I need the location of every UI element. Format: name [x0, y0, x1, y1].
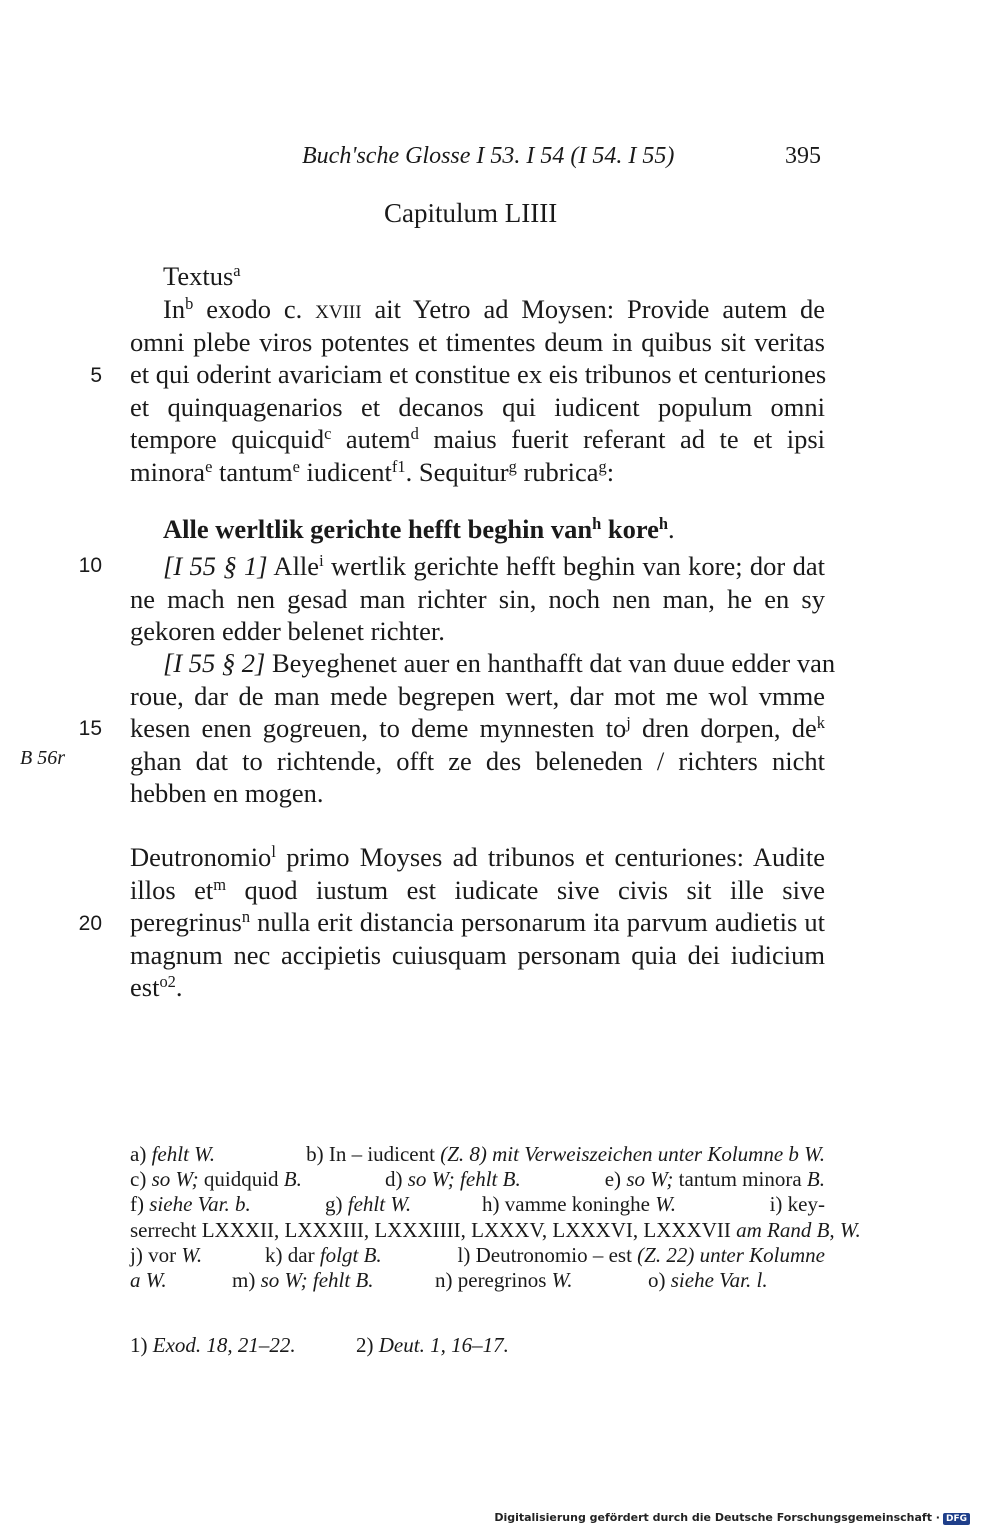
footnote-marker: b	[185, 293, 194, 313]
textus-heading	[163, 261, 241, 292]
text-run: so W;	[626, 1167, 674, 1192]
apparatus-entry	[648, 1267, 768, 1293]
text-run: ait Yetro ad Moysen: Provide autem de	[361, 294, 825, 324]
apparatus-line	[130, 1267, 825, 1293]
text-run: W.	[655, 1192, 677, 1217]
text-run: peregrinus	[130, 907, 242, 938]
line-number: 5	[90, 364, 102, 387]
apparatus-entry	[130, 1166, 302, 1192]
footer-credit-text: Digitalisierung gefördert durch die Deutsche Forschungsgemeinschaft ·	[494, 1511, 940, 1524]
footnote-marker: h	[658, 513, 669, 533]
text-line	[163, 293, 825, 325]
text-line	[130, 971, 825, 1003]
folio-marginal-note: B 56r	[20, 747, 65, 769]
text-run: [I 55 § 1]	[163, 551, 268, 581]
footnote-marker: i	[319, 550, 324, 570]
text-line	[163, 647, 836, 679]
text-line	[130, 326, 825, 358]
footnote-marker: f1	[391, 456, 406, 476]
page-number: 395	[785, 143, 821, 169]
footnote-marker: e	[205, 456, 213, 476]
textus-word: Textus	[163, 261, 234, 291]
text-run: Alle	[267, 551, 320, 581]
apparatus-line	[130, 1191, 825, 1217]
text-run: minora	[130, 457, 206, 487]
text-line	[130, 456, 825, 488]
text-run: ghan dat to richtende, offt ze des beleneden / richters nicht	[130, 745, 825, 776]
footnote-marker: h	[592, 513, 602, 533]
text-run: nulla erit distancia personarum ita parvum audietis ut	[250, 907, 825, 938]
text-run: Deutronomio	[130, 842, 272, 872]
apparatus-entry	[306, 1141, 825, 1167]
text-run: tantum minora	[673, 1167, 807, 1192]
text-run: dren dorpen, de	[630, 713, 817, 744]
apparatus-entry	[770, 1191, 825, 1217]
text-line	[130, 615, 825, 647]
apparatus-entry	[130, 1141, 215, 1167]
text-run: Deut. 1, 16–17.	[378, 1333, 509, 1357]
text-run: 1)	[130, 1333, 153, 1357]
text-run: m)	[232, 1268, 261, 1292]
text-run: f)	[130, 1192, 150, 1217]
apparatus-entry	[325, 1191, 411, 1217]
text-run: primo Moyses ad tribunos et centuriones: Audite	[275, 842, 825, 872]
text-run: illos et	[130, 874, 214, 905]
apparatus-entry	[385, 1166, 521, 1192]
footnote-marker: a	[233, 260, 241, 280]
text-run: magnum nec accipietis cuiusquam personam quia dei iudicium	[130, 939, 825, 970]
apparatus-line	[130, 1217, 861, 1243]
text-run: kore	[601, 514, 659, 544]
text-run: .	[175, 972, 183, 1003]
footnote-marker: g	[598, 456, 607, 476]
text-run: et quinquagenarios et decanos qui iudicent populum omni	[130, 391, 825, 422]
text-run: hebben en mogen.	[130, 778, 324, 809]
apparatus-entry	[605, 1166, 825, 1192]
text-line	[130, 358, 825, 390]
text-run: am Rand B, W.	[736, 1217, 861, 1242]
text-run: h) vamme koninghe	[482, 1192, 656, 1217]
text-run: tantum	[212, 457, 293, 487]
text-run: so W;	[151, 1167, 199, 1192]
rubric-heading	[163, 514, 675, 545]
text-run: fehlt W.	[347, 1192, 412, 1217]
dfg-logo: DFG	[943, 1513, 970, 1525]
source-note	[130, 1332, 296, 1358]
text-run: et qui oderint avariciam et constitue ex eis tribunos et centuriones	[130, 359, 827, 390]
text-run: ne mach nen gesad man richter sin, noch nen man, he en sy	[130, 583, 825, 614]
text-run: wertlik gerichte hefft beghin van kore; dor dat	[323, 551, 825, 581]
apparatus-entry	[265, 1242, 382, 1268]
footnote-marker: m	[213, 874, 227, 894]
text-run: j) vor	[130, 1242, 182, 1267]
text-run: exodo c.	[193, 294, 316, 324]
text-run: B.	[283, 1167, 302, 1192]
text-run: so W; fehlt B.	[260, 1268, 374, 1292]
text-run: (Z. 8) mit Verweiszeichen unter Kolumne b W.	[440, 1142, 825, 1166]
text-run: c)	[130, 1167, 152, 1192]
apparatus-line	[130, 1166, 825, 1192]
footnote-marker: o2	[159, 972, 176, 992]
apparatus-entry	[130, 1191, 251, 1217]
footnote-marker: k	[816, 713, 825, 733]
source-note	[356, 1332, 509, 1358]
text-line	[130, 391, 825, 423]
text-run: rubrica	[516, 457, 599, 487]
text-line	[130, 841, 825, 873]
text-line	[130, 423, 825, 455]
text-line	[163, 550, 825, 582]
text-line	[130, 680, 825, 712]
text-run: Alle werltlik gerichte hefft beghin van	[163, 514, 593, 544]
text-run: a W.	[130, 1268, 167, 1292]
apparatus-entry	[458, 1242, 825, 1268]
text-run: :	[606, 457, 615, 487]
footnote-marker: e	[292, 456, 300, 476]
text-run: W.	[551, 1268, 573, 1292]
running-head: Buch'sche Glosse I 53. I 54 (I 54. I 55)	[302, 143, 675, 169]
text-run: Exod. 18, 21–22.	[152, 1333, 296, 1357]
text-run: b) In – iudicent	[306, 1142, 441, 1166]
text-run: [I 55 § 2]	[163, 648, 266, 678]
footnote-marker: j	[626, 713, 631, 733]
line-number: 10	[78, 554, 102, 577]
text-run: est	[130, 972, 160, 1003]
text-run: .	[668, 514, 675, 544]
text-run: i) key-	[769, 1192, 825, 1217]
text-line	[130, 939, 825, 971]
text-line	[130, 583, 825, 615]
text-run: (Z. 22) unter Kolumne	[637, 1242, 825, 1267]
text-run: so W; fehlt B.	[407, 1167, 521, 1192]
apparatus-line	[130, 1141, 825, 1167]
text-run: k) dar	[265, 1242, 320, 1267]
text-run: 2)	[356, 1333, 379, 1357]
text-run: xviii	[315, 294, 362, 324]
text-run: quod iustum est iudicate sive civis sit ille sive	[226, 874, 825, 905]
apparatus-entry	[232, 1267, 374, 1293]
text-run: serrecht LXXXII, LXXXIII, LXXXIIII, LXXXV, LXXXVI, LXXXVII	[130, 1217, 737, 1242]
apparatus-entry	[130, 1242, 202, 1268]
text-run: gekoren edder belenet richter.	[130, 616, 445, 647]
text-run: W.	[181, 1242, 203, 1267]
text-line	[130, 906, 825, 938]
text-line	[130, 745, 825, 777]
text-run: iudicent	[299, 457, 392, 487]
apparatus-entry	[130, 1267, 167, 1293]
text-run: quidquid	[198, 1167, 284, 1192]
text-run: B.	[806, 1167, 825, 1192]
text-run: . Sequitur	[405, 457, 509, 487]
apparatus-line	[130, 1242, 825, 1268]
text-run: folgt B.	[319, 1242, 382, 1267]
apparatus-entry	[130, 1217, 861, 1243]
text-run: l) Deutronomio – est	[457, 1242, 638, 1267]
footer-credit	[494, 1511, 970, 1525]
text-run: autem	[331, 424, 411, 455]
text-run: fehlt W.	[151, 1142, 215, 1166]
line-number: 20	[78, 912, 102, 935]
footnote-marker: g	[508, 456, 517, 476]
apparatus-entry	[435, 1267, 572, 1293]
text-run: siehe Var. l.	[670, 1268, 768, 1292]
text-run: g)	[325, 1192, 348, 1217]
text-run: tempore quicquid	[130, 424, 325, 455]
text-run: d)	[385, 1167, 408, 1192]
line-number: 15	[78, 717, 102, 740]
footnote-marker: l	[271, 841, 276, 861]
text-run: a)	[130, 1142, 152, 1166]
text-run: siehe Var. b.	[149, 1192, 251, 1217]
text-run: roue, dar de man mede begrepen wert, dar mot me wol vmme	[130, 680, 825, 711]
footnote-marker: c	[324, 424, 332, 444]
text-run: maius fuerit referant ad te et ipsi	[418, 424, 826, 455]
chapter-title: Capitulum LIIII	[384, 198, 558, 228]
footnote-marker: n	[241, 907, 251, 927]
footnote-marker: d	[410, 424, 419, 444]
text-run: In	[163, 294, 186, 324]
text-run: e)	[604, 1167, 627, 1192]
text-run: n) peregrinos	[435, 1268, 552, 1292]
text-run: o)	[648, 1268, 671, 1292]
text-line	[130, 874, 825, 906]
text-run: Beyeghenet auer en hanthafft dat van duue edder van	[265, 648, 836, 678]
text-line	[130, 712, 825, 744]
text-line	[130, 777, 825, 809]
text-run: omni plebe viros potentes et timentes deum in quibus sit veritas	[130, 326, 825, 357]
text-run: kesen enen gogreuen, to deme mynnesten to	[130, 713, 627, 744]
apparatus-entry	[482, 1191, 676, 1217]
